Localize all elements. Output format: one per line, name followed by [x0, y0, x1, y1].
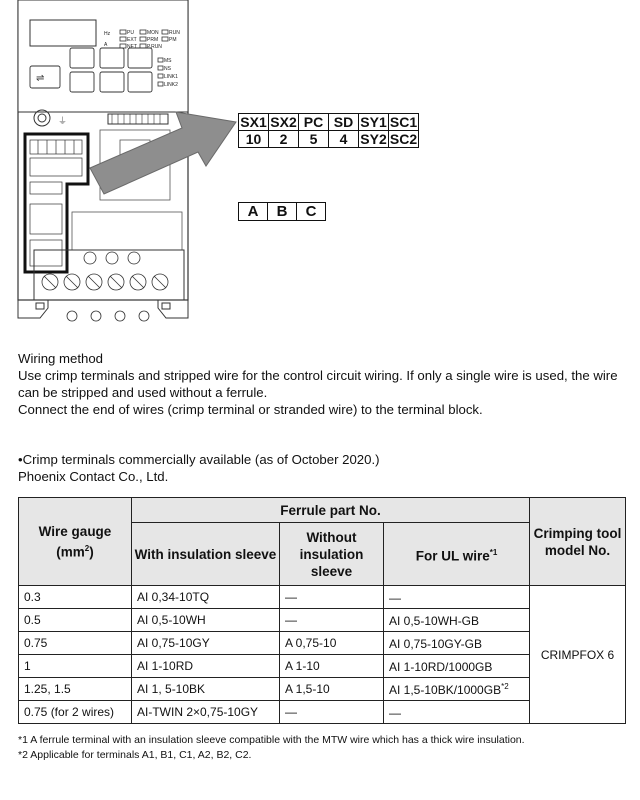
wiring-method-section: [18, 350, 628, 418]
inverter-diagram: [0, 0, 640, 340]
led-label: LINK1: [164, 74, 178, 80]
ul-wire-cell: —: [384, 586, 530, 609]
terminal-label: B: [268, 203, 297, 221]
availability-line: •Crimp terminals commercially available (as of October 2020.): [18, 452, 380, 467]
ul-wire-cell: AI 0,5-10WH-GB: [384, 609, 530, 632]
manufacturer-name: Phoenix Contact Co., Ltd.: [18, 469, 169, 484]
terminal-label: C: [297, 203, 326, 221]
with-sleeve-cell: AI 0,5-10WH: [132, 609, 280, 632]
terminal-label: SX2: [270, 114, 297, 130]
led-label: Hz: [104, 31, 111, 37]
control-terminal-label-table: [238, 113, 419, 148]
without-sleeve-cell: A 0,75-10: [280, 632, 384, 655]
without-sleeve-cell: —: [280, 586, 384, 609]
wiring-title: Wiring method: [18, 351, 104, 366]
terminal-label: SC2: [389, 131, 418, 147]
gauge-cell: 0.75 (for 2 wires): [19, 701, 132, 724]
footnote: *2 Applicable for terminals A1, B1, C1, A2, B2, C2.: [18, 749, 252, 761]
terminal-label: SY1: [360, 114, 387, 130]
without-sleeve-cell: A 1-10: [280, 655, 384, 678]
crimping-tool-header: Crimping tool model No.: [530, 498, 626, 586]
ground-icon: ⏚: [58, 117, 68, 127]
table-row: [19, 586, 626, 609]
with-sleeve-cell: AI 0,75-10GY: [132, 632, 280, 655]
footnote: *1 A ferrule terminal with an insulation sleeve compatible with the MTW wire which has a thick wire insulation.: [18, 734, 525, 746]
terminal-label: 10: [239, 131, 269, 148]
terminal-label: SD: [329, 114, 359, 131]
led-label: MON: [147, 30, 159, 36]
with-sleeve-cell: AI-TWIN 2×0,75-10GY: [132, 701, 280, 724]
terminal-label: 2: [269, 131, 299, 148]
gauge-cell: 0.5: [19, 609, 132, 632]
with-sleeve-header: With insulation sleeve: [132, 523, 280, 586]
led-label: NET: [127, 44, 137, 50]
terminal-label: SX1: [240, 114, 267, 130]
led-label: PM: [169, 37, 177, 43]
gauge-cell: 0.3: [19, 586, 132, 609]
with-sleeve-cell: AI 1-10RD: [132, 655, 280, 678]
terminal-label: 4: [329, 131, 359, 148]
usb-icon: ⇌: [36, 73, 45, 84]
wiring-paragraph: Use crimp terminals and stripped wire for the control circuit wiring. If only a single wire is used, the wire can be stripped and used without a ferrule.: [18, 368, 618, 400]
led-label: PU: [127, 30, 134, 36]
led-label: LINK2: [164, 82, 178, 88]
led-label: A: [104, 42, 108, 48]
without-sleeve-cell: —: [280, 701, 384, 724]
ul-wire-cell: —: [384, 701, 530, 724]
wire-gauge-header: Wire gauge $(mm^2)$: [19, 498, 132, 586]
wiring-paragraph: Connect the end of wires (crimp terminal or stranded wire) to the terminal block.: [18, 402, 483, 417]
terminal-label: SY2: [360, 131, 387, 147]
without-sleeve-cell: —: [280, 609, 384, 632]
gauge-cell: 1.25, 1.5: [19, 678, 132, 701]
operation-panel: [18, 0, 188, 112]
ul-wire-cell: AI 1-10RD/1000GB: [384, 655, 530, 678]
led-label: RUN: [169, 30, 180, 36]
gauge-cell: 0.75: [19, 632, 132, 655]
ul-wire-header: For UL wire$^{*1}$: [384, 523, 530, 586]
led-label: P.RUN: [147, 44, 162, 50]
led-label: PRM: [147, 37, 159, 43]
gauge-cell: 1: [19, 655, 132, 678]
relay-terminal-label-table: [238, 202, 326, 221]
led-label: NS: [164, 66, 171, 72]
with-sleeve-cell: AI 0,34-10TQ: [132, 586, 280, 609]
ferrule-table: [18, 497, 626, 724]
terminal-label: 5: [299, 131, 329, 148]
availability-note: [18, 451, 380, 485]
led-label: EXT: [127, 37, 137, 43]
without-sleeve-cell: A 1,5-10: [280, 678, 384, 701]
ul-wire-cell: AI 1,5-10BK/1000GB$^{*2}$: [384, 678, 530, 701]
ferrule-part-header: Ferrule part No.: [132, 498, 530, 523]
crimping-tool-cell: CRIMPFOX 6: [530, 586, 626, 724]
terminal-label: PC: [299, 114, 329, 131]
terminal-label: SC1: [389, 114, 418, 130]
ul-wire-cell: AI 0,75-10GY-GB: [384, 632, 530, 655]
without-sleeve-header: Without insulation sleeve: [280, 523, 384, 586]
terminal-label: A: [239, 203, 268, 221]
led-label: MS: [164, 58, 172, 64]
with-sleeve-cell: AI 1, 5-10BK: [132, 678, 280, 701]
